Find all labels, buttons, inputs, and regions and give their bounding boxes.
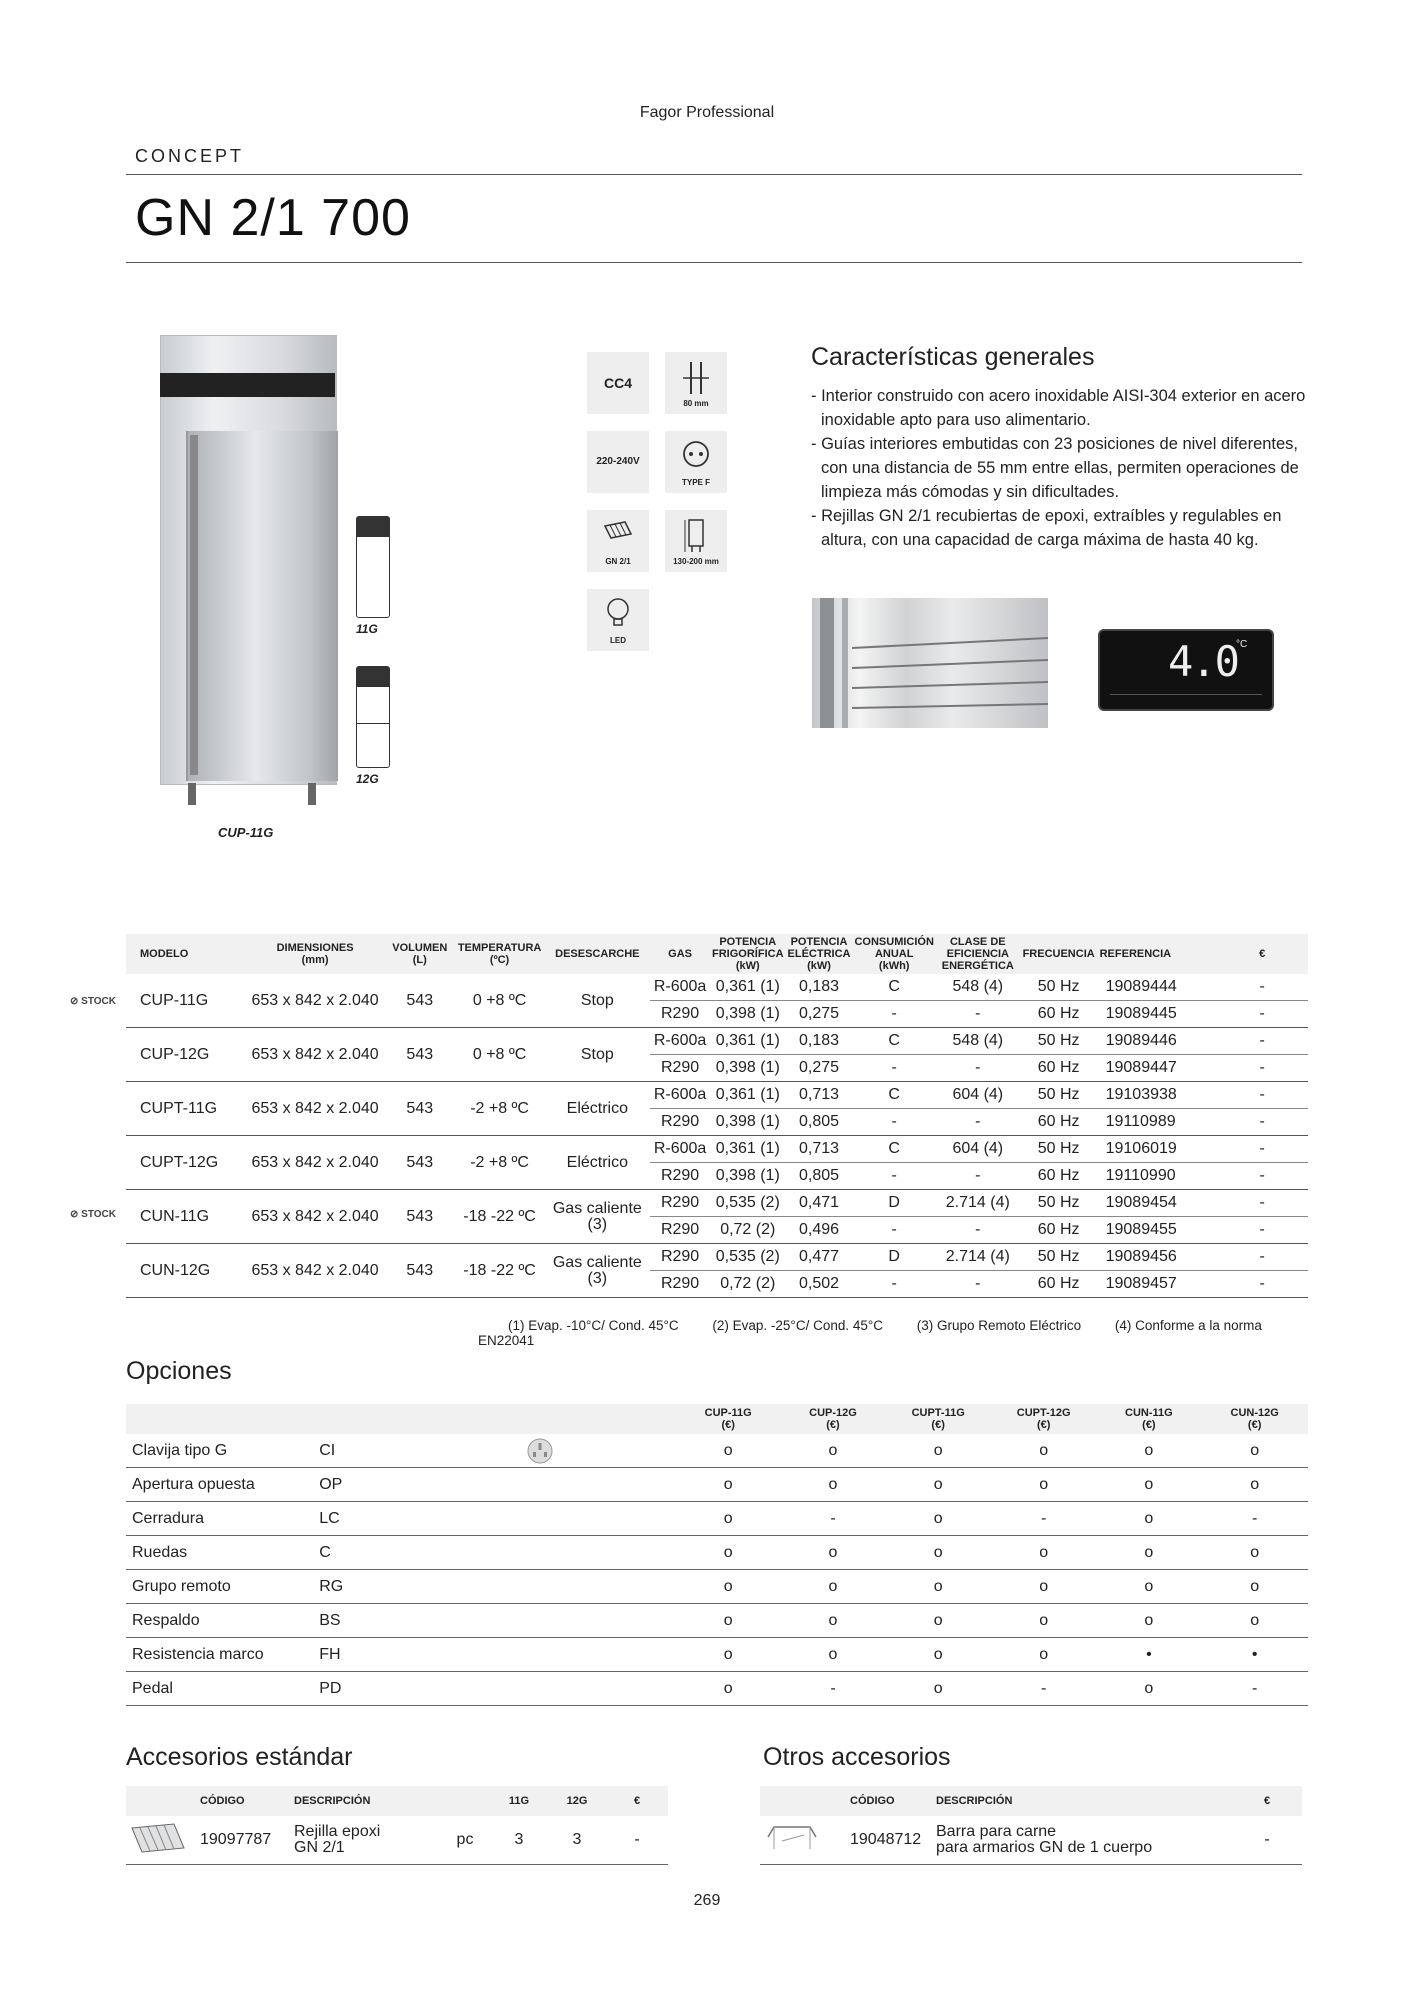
option-availability: o bbox=[1096, 1468, 1201, 1502]
option-icon-cell bbox=[432, 1536, 676, 1570]
option-name: Pedal bbox=[126, 1672, 313, 1706]
footnote: (2) Evap. -25°C/ Cond. 45°C bbox=[712, 1318, 884, 1333]
table-row bbox=[126, 1082, 1308, 1109]
models-table-header: MODELO DIMENSIONES (mm) VOLUMEN (L) TEMPERATURA (ºC) DESESCARCHE GAS POTENCIA FRIGORÍFICA (kW) POTENCIA ELÉCTRICA (kW) CONSUMICIÓN ANUAL (kWh) CLASE DE EFICIENCIA ENERGÉTICA FRECUENCIA REFERENCIA € bbox=[126, 934, 1308, 974]
option-icon-cell bbox=[432, 1604, 676, 1638]
energy-class: - bbox=[936, 1217, 1020, 1244]
option-column-header: CUPT-12G (€) bbox=[1016, 1407, 1071, 1431]
legs-label: 130-200 mm bbox=[673, 557, 719, 566]
frequency: 60 Hz bbox=[1020, 1163, 1098, 1190]
refrigeration-power: 0,72 (2) bbox=[710, 1217, 786, 1244]
electric-power: 0,496 bbox=[786, 1217, 853, 1244]
energy-class: 548 (4) bbox=[936, 974, 1020, 1001]
electric-power: 0,477 bbox=[786, 1244, 853, 1271]
electric-power: 0,805 bbox=[786, 1163, 853, 1190]
option-availability: - bbox=[781, 1502, 886, 1536]
energy-class: - bbox=[936, 1163, 1020, 1190]
gas: R-600a bbox=[650, 1136, 710, 1163]
frequency: 50 Hz bbox=[1020, 1082, 1098, 1109]
characteristics-item: - Guías interiores embutidas con 23 posiciones de nivel diferentes, con una distancia de 55 mm entre ellas, permiten operaciones de limpieza más cómodas y sin dificultades. bbox=[811, 435, 1299, 501]
refrigeration-power: 0,398 (1) bbox=[710, 1163, 786, 1190]
option-icon-cell bbox=[432, 1638, 676, 1672]
option-column-header: CUP-11G (€) bbox=[704, 1407, 752, 1431]
table-row bbox=[126, 1672, 1308, 1706]
option-availability: - bbox=[991, 1502, 1097, 1536]
option-availability: o bbox=[991, 1536, 1097, 1570]
option-availability: - bbox=[991, 1672, 1097, 1706]
refrigeration-power: 0,72 (2) bbox=[710, 1271, 786, 1298]
reference: 19089455 bbox=[1098, 1217, 1217, 1244]
frequency: 50 Hz bbox=[1020, 974, 1098, 1001]
table-row bbox=[126, 1434, 1308, 1468]
characteristics-title: Características generales bbox=[811, 343, 1095, 371]
option-availability: o bbox=[885, 1536, 991, 1570]
gas: R290 bbox=[650, 1217, 710, 1244]
volume: 543 bbox=[385, 1028, 455, 1082]
price: - bbox=[1216, 1109, 1308, 1136]
energy-class: - bbox=[936, 1109, 1020, 1136]
gas: R290 bbox=[650, 1109, 710, 1136]
option-availability: o bbox=[1096, 1536, 1201, 1570]
accessory-code: 19048712 bbox=[846, 1816, 932, 1865]
gn-label: GN 2/1 bbox=[605, 557, 631, 566]
dimensions: 653 x 842 x 2.040 bbox=[245, 974, 385, 1028]
frequency: 50 Hz bbox=[1020, 1136, 1098, 1163]
table-row bbox=[126, 1502, 1308, 1536]
accessory-qty-12g: 3 bbox=[548, 1816, 606, 1865]
temperature: -2 +8 ºC bbox=[455, 1082, 545, 1136]
price: - bbox=[1216, 1217, 1308, 1244]
defrost-type: Eléctrico bbox=[545, 1082, 651, 1136]
accessory-price: - bbox=[606, 1816, 668, 1865]
option-availability: o bbox=[676, 1468, 781, 1502]
header-rule-top bbox=[126, 174, 1302, 175]
option-availability: o bbox=[781, 1468, 886, 1502]
energy-class: 548 (4) bbox=[936, 1028, 1020, 1055]
table-row bbox=[126, 974, 1308, 1001]
option-availability: o bbox=[885, 1672, 991, 1706]
reference: 19089444 bbox=[1098, 974, 1217, 1001]
option-column-header: CUPT-11G (€) bbox=[911, 1407, 965, 1431]
table-row bbox=[126, 1468, 1308, 1502]
display-unit: °C bbox=[1236, 639, 1248, 650]
option-icon-cell bbox=[432, 1468, 676, 1502]
door-11g-icon bbox=[356, 516, 390, 618]
table-row bbox=[126, 1638, 1308, 1672]
door-12g-caption: 12G bbox=[356, 772, 379, 786]
price: - bbox=[1216, 1055, 1308, 1082]
footnote: (4) Conforme a la norma EN22041 bbox=[478, 1318, 1262, 1348]
table-row bbox=[126, 1244, 1308, 1271]
option-name: Cerradura bbox=[126, 1502, 313, 1536]
product-model-caption: CUP-11G bbox=[218, 825, 274, 840]
option-availability: o bbox=[676, 1672, 781, 1706]
gas: R290 bbox=[650, 1271, 710, 1298]
option-availability: o bbox=[885, 1468, 991, 1502]
reference: 19089446 bbox=[1098, 1028, 1217, 1055]
stock-badge: ⊘ STOCK bbox=[70, 996, 116, 1007]
price: - bbox=[1216, 1082, 1308, 1109]
defrost-type: Stop bbox=[545, 1028, 651, 1082]
energy-class: - bbox=[936, 1001, 1020, 1028]
option-availability: o bbox=[885, 1434, 991, 1468]
stock-badge: ⊘ STOCK bbox=[70, 1209, 116, 1220]
option-availability: o bbox=[991, 1604, 1097, 1638]
gas: R290 bbox=[650, 1001, 710, 1028]
gas: R290 bbox=[650, 1190, 710, 1217]
gas: R290 bbox=[650, 1055, 710, 1082]
table-row bbox=[126, 1536, 1308, 1570]
reference: 19103938 bbox=[1098, 1082, 1217, 1109]
model-name: CUP-12G bbox=[126, 1028, 245, 1082]
cc4-badge: CC4 bbox=[587, 352, 649, 414]
dimensions: 653 x 842 x 2.040 bbox=[245, 1082, 385, 1136]
model-name: CUN-12G bbox=[126, 1244, 245, 1298]
refrigeration-power: 0,535 (2) bbox=[710, 1190, 786, 1217]
price: - bbox=[1216, 1244, 1308, 1271]
annual-consumption: - bbox=[852, 1163, 935, 1190]
model-name: CUPT-12G bbox=[126, 1136, 245, 1190]
option-availability: o bbox=[991, 1434, 1097, 1468]
insulation-label: 80 mm bbox=[683, 399, 709, 408]
reference: 19089445 bbox=[1098, 1001, 1217, 1028]
product-image bbox=[152, 335, 337, 783]
accessory-qty-11g: 3 bbox=[490, 1816, 548, 1865]
reference: 19089457 bbox=[1098, 1271, 1217, 1298]
std-accessories-table bbox=[126, 1786, 668, 1865]
option-availability: o bbox=[676, 1604, 781, 1638]
defrost-type: Gas caliente (3) bbox=[545, 1190, 651, 1244]
energy-class: 604 (4) bbox=[936, 1136, 1020, 1163]
option-availability: o bbox=[1096, 1570, 1201, 1604]
reference: 19110989 bbox=[1098, 1109, 1217, 1136]
option-code: PD bbox=[313, 1672, 432, 1706]
option-availability: - bbox=[1201, 1502, 1308, 1536]
option-availability: o bbox=[991, 1638, 1097, 1672]
gas: R-600a bbox=[650, 974, 710, 1001]
energy-class: - bbox=[936, 1271, 1020, 1298]
option-availability: o bbox=[676, 1570, 781, 1604]
option-availability: - bbox=[781, 1672, 886, 1706]
option-availability: o bbox=[781, 1638, 886, 1672]
defrost-type: Stop bbox=[545, 974, 651, 1028]
rack-grid-icon bbox=[126, 1816, 196, 1865]
option-code: FH bbox=[313, 1638, 432, 1672]
accessory-unit: pc bbox=[440, 1816, 490, 1865]
refrigeration-power: 0,398 (1) bbox=[710, 1001, 786, 1028]
frequency: 50 Hz bbox=[1020, 1244, 1098, 1271]
reference: 19110990 bbox=[1098, 1163, 1217, 1190]
frequency: 60 Hz bbox=[1020, 1271, 1098, 1298]
option-name: Ruedas bbox=[126, 1536, 313, 1570]
temperature: -18 -22 ºC bbox=[455, 1244, 545, 1298]
plug-label: TYPE F bbox=[681, 478, 710, 487]
option-availability: o bbox=[781, 1570, 886, 1604]
door-12g-icon bbox=[356, 666, 390, 768]
option-availability: o bbox=[676, 1502, 781, 1536]
annual-consumption: - bbox=[852, 1001, 935, 1028]
refrigeration-power: 0,535 (2) bbox=[710, 1244, 786, 1271]
models-table bbox=[126, 934, 1308, 1298]
option-name: Grupo remoto bbox=[126, 1570, 313, 1604]
option-availability: o bbox=[1096, 1604, 1201, 1638]
annual-consumption: D bbox=[852, 1190, 935, 1217]
option-column-header: CUP-12G (€) bbox=[809, 1407, 857, 1431]
plug-icon bbox=[665, 431, 727, 493]
defrost-type: Eléctrico bbox=[545, 1136, 651, 1190]
reference: 19089456 bbox=[1098, 1244, 1217, 1271]
frequency: 50 Hz bbox=[1020, 1028, 1098, 1055]
electric-power: 0,805 bbox=[786, 1109, 853, 1136]
other-accessories-table bbox=[760, 1786, 1302, 1865]
price: - bbox=[1216, 1028, 1308, 1055]
annual-consumption: - bbox=[852, 1055, 935, 1082]
option-code: RG bbox=[313, 1570, 432, 1604]
electric-power: 0,183 bbox=[786, 1028, 853, 1055]
interior-rack-photo bbox=[812, 598, 1048, 728]
accessory-price: - bbox=[1232, 1816, 1302, 1865]
electric-power: 0,275 bbox=[786, 1001, 853, 1028]
frequency: 60 Hz bbox=[1020, 1001, 1098, 1028]
price: - bbox=[1216, 1163, 1308, 1190]
table-row bbox=[126, 1570, 1308, 1604]
table-footnotes bbox=[478, 1318, 1298, 1348]
volume: 543 bbox=[385, 1082, 455, 1136]
option-name: Respaldo bbox=[126, 1604, 313, 1638]
option-availability: - bbox=[1201, 1672, 1308, 1706]
refrigeration-power: 0,398 (1) bbox=[710, 1109, 786, 1136]
table-row bbox=[126, 1028, 1308, 1055]
defrost-type: Gas caliente (3) bbox=[545, 1244, 651, 1298]
option-code: CI bbox=[313, 1434, 432, 1468]
price: - bbox=[1216, 1001, 1308, 1028]
option-availability: o bbox=[781, 1536, 886, 1570]
options-table-header bbox=[126, 1404, 1308, 1434]
led-bulb-icon bbox=[587, 589, 649, 651]
page-number: 269 bbox=[693, 1892, 721, 1909]
option-availability: o bbox=[1201, 1434, 1308, 1468]
table-row bbox=[126, 1190, 1308, 1217]
insulation-icon bbox=[665, 352, 727, 414]
model-name: CUP-11G bbox=[126, 974, 245, 1028]
option-availability: o bbox=[781, 1434, 886, 1468]
gas: R-600a bbox=[650, 1028, 710, 1055]
dimensions: 653 x 842 x 2.040 bbox=[245, 1028, 385, 1082]
option-icon-cell bbox=[432, 1570, 676, 1604]
option-availability: o bbox=[676, 1536, 781, 1570]
option-availability: o bbox=[885, 1604, 991, 1638]
energy-class: 604 (4) bbox=[936, 1082, 1020, 1109]
reference: 19089454 bbox=[1098, 1190, 1217, 1217]
model-name: CUN-11G bbox=[126, 1190, 245, 1244]
gn-tray-icon bbox=[587, 510, 649, 572]
option-availability: o bbox=[676, 1638, 781, 1672]
price: - bbox=[1216, 974, 1308, 1001]
digital-thermostat-display bbox=[1098, 629, 1274, 711]
accessory-code: 19097787 bbox=[196, 1816, 290, 1865]
table-row bbox=[126, 1136, 1308, 1163]
option-name: Apertura opuesta bbox=[126, 1468, 313, 1502]
table-row bbox=[126, 1604, 1308, 1638]
option-availability: • bbox=[1201, 1638, 1308, 1672]
gas: R290 bbox=[650, 1163, 710, 1190]
refrigeration-power: 0,361 (1) bbox=[710, 1028, 786, 1055]
refrigeration-power: 0,398 (1) bbox=[710, 1055, 786, 1082]
characteristics-item: - Rejillas GN 2/1 recubiertas de epoxi, extraíbles y regulables en altura, con una capacidad de carga máxima de hasta 40 kg. bbox=[811, 507, 1282, 549]
energy-class: 2.714 (4) bbox=[936, 1244, 1020, 1271]
annual-consumption: - bbox=[852, 1271, 935, 1298]
annual-consumption: D bbox=[852, 1244, 935, 1271]
dimensions: 653 x 842 x 2.040 bbox=[245, 1244, 385, 1298]
option-availability: • bbox=[1096, 1638, 1201, 1672]
options-title: Opciones bbox=[126, 1357, 232, 1385]
option-availability: o bbox=[885, 1570, 991, 1604]
temperature: 0 +8 ºC bbox=[455, 974, 545, 1028]
accessory-description: Rejilla epoxi GN 2/1 bbox=[290, 1816, 440, 1865]
option-code: BS bbox=[313, 1604, 432, 1638]
plug-g-icon bbox=[526, 1437, 554, 1465]
energy-class: - bbox=[936, 1055, 1020, 1082]
frequency: 60 Hz bbox=[1020, 1217, 1098, 1244]
option-availability: o bbox=[1201, 1536, 1308, 1570]
option-column-header: CUN-11G (€) bbox=[1125, 1407, 1173, 1431]
annual-consumption: C bbox=[852, 974, 935, 1001]
option-availability: o bbox=[1096, 1672, 1201, 1706]
volume: 543 bbox=[385, 1244, 455, 1298]
reference: 19089447 bbox=[1098, 1055, 1217, 1082]
energy-class: 2.714 (4) bbox=[936, 1190, 1020, 1217]
series-name: CONCEPT bbox=[135, 146, 245, 166]
annual-consumption: C bbox=[852, 1028, 935, 1055]
temperature: 0 +8 ºC bbox=[455, 1028, 545, 1082]
dimensions: 653 x 842 x 2.040 bbox=[245, 1190, 385, 1244]
option-column-header: CUN-12G (€) bbox=[1230, 1407, 1279, 1431]
other-accessories-title: Otros accesorios bbox=[763, 1743, 951, 1771]
electric-power: 0,502 bbox=[786, 1271, 853, 1298]
legs-height-icon bbox=[665, 510, 727, 572]
model-name: CUPT-11G bbox=[126, 1082, 245, 1136]
frequency: 60 Hz bbox=[1020, 1055, 1098, 1082]
option-name: Resistencia marco bbox=[126, 1638, 313, 1672]
options-table bbox=[126, 1404, 1308, 1706]
accessory-description: Barra para carne para armarios GN de 1 cuerpo bbox=[932, 1816, 1232, 1865]
volume: 543 bbox=[385, 1136, 455, 1190]
option-icon-cell bbox=[432, 1502, 676, 1536]
option-availability: o bbox=[1096, 1434, 1201, 1468]
gas: R-600a bbox=[650, 1082, 710, 1109]
characteristics-list bbox=[811, 384, 1306, 552]
option-availability: o bbox=[885, 1638, 991, 1672]
option-icon-cell bbox=[432, 1434, 676, 1468]
option-code: C bbox=[313, 1536, 432, 1570]
annual-consumption: C bbox=[852, 1136, 935, 1163]
volume: 543 bbox=[385, 1190, 455, 1244]
refrigeration-power: 0,361 (1) bbox=[710, 974, 786, 1001]
option-availability: o bbox=[781, 1604, 886, 1638]
price: - bbox=[1216, 1190, 1308, 1217]
meat-bar-icon bbox=[760, 1816, 846, 1865]
dimensions: 653 x 842 x 2.040 bbox=[245, 1136, 385, 1190]
option-availability: o bbox=[1096, 1502, 1201, 1536]
table-row bbox=[126, 1816, 668, 1865]
frequency: 60 Hz bbox=[1020, 1109, 1098, 1136]
electric-power: 0,471 bbox=[786, 1190, 853, 1217]
option-availability: o bbox=[1201, 1468, 1308, 1502]
refrigeration-power: 0,361 (1) bbox=[710, 1082, 786, 1109]
price: - bbox=[1216, 1271, 1308, 1298]
header-rule-bottom bbox=[126, 262, 1302, 263]
std-accessories-header: CÓDIGO DESCRIPCIÓN 11G 12G € bbox=[126, 1786, 668, 1816]
option-availability: o bbox=[991, 1570, 1097, 1604]
annual-consumption: - bbox=[852, 1109, 935, 1136]
option-availability: o bbox=[991, 1468, 1097, 1502]
gas: R290 bbox=[650, 1244, 710, 1271]
option-availability: o bbox=[1201, 1570, 1308, 1604]
refrigeration-power: 0,361 (1) bbox=[710, 1136, 786, 1163]
electric-power: 0,183 bbox=[786, 974, 853, 1001]
display-value: 4.0 bbox=[1168, 637, 1238, 686]
voltage-badge: 220-240V bbox=[587, 431, 649, 493]
price: - bbox=[1216, 1136, 1308, 1163]
annual-consumption: - bbox=[852, 1217, 935, 1244]
option-name: Clavija tipo G bbox=[126, 1434, 313, 1468]
other-accessories-header: CÓDIGO DESCRIPCIÓN € bbox=[760, 1786, 1302, 1816]
electric-power: 0,713 bbox=[786, 1082, 853, 1109]
option-availability: o bbox=[1201, 1604, 1308, 1638]
temperature: -2 +8 ºC bbox=[455, 1136, 545, 1190]
option-code: OP bbox=[313, 1468, 432, 1502]
led-label: LED bbox=[610, 636, 626, 645]
option-availability: o bbox=[676, 1434, 781, 1468]
footnote: (1) Evap. -10°C/ Cond. 45°C bbox=[508, 1318, 679, 1333]
electric-power: 0,275 bbox=[786, 1055, 853, 1082]
footnote: (3) Grupo Remoto Eléctrico bbox=[916, 1318, 1082, 1333]
std-accessories-title: Accesorios estándar bbox=[126, 1743, 353, 1771]
temperature: -18 -22 ºC bbox=[455, 1190, 545, 1244]
option-icon-cell bbox=[432, 1672, 676, 1706]
brand-name: Fagor Professional bbox=[639, 104, 775, 121]
option-code: LC bbox=[313, 1502, 432, 1536]
frequency: 50 Hz bbox=[1020, 1190, 1098, 1217]
reference: 19106019 bbox=[1098, 1136, 1217, 1163]
page-title: GN 2/1 700 bbox=[135, 189, 411, 247]
annual-consumption: C bbox=[852, 1082, 935, 1109]
electric-power: 0,713 bbox=[786, 1136, 853, 1163]
table-row bbox=[760, 1816, 1302, 1865]
volume: 543 bbox=[385, 974, 455, 1028]
option-availability: o bbox=[885, 1502, 991, 1536]
door-11g-caption: 11G bbox=[356, 622, 378, 636]
characteristics-item: - Interior construido con acero inoxidable AISI-304 exterior en acero inoxidable apto para uso alimentario. bbox=[811, 387, 1306, 429]
